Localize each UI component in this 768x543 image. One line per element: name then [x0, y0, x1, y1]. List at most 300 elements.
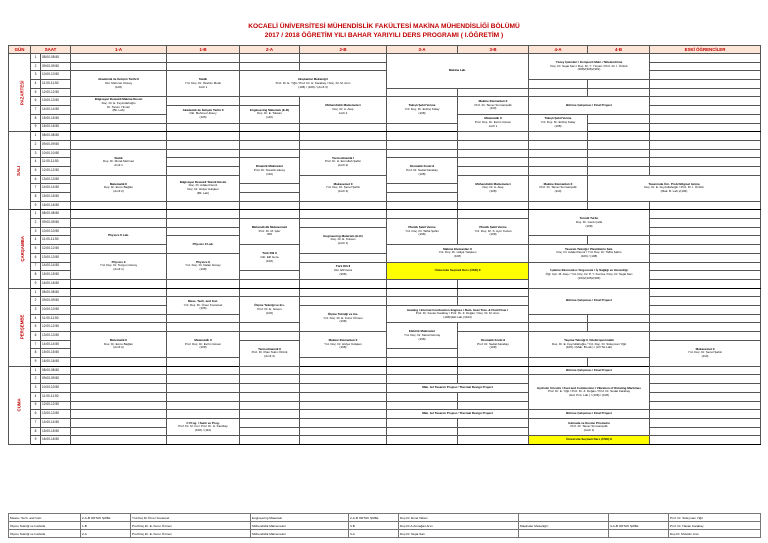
empty-cell [71, 323, 167, 332]
course-cell [167, 71, 240, 97]
empty-cell [650, 210, 761, 219]
time-slot: 15:00-15:50 [41, 271, 71, 280]
empty-cell [588, 166, 650, 175]
empty-cell [650, 366, 761, 375]
course-detail: Doç. Dr. Cenk Çelik [575, 220, 603, 225]
schedule-row [9, 201, 761, 210]
empty-cell [650, 132, 761, 141]
empty-cell [167, 401, 240, 410]
footer-cell: 3-A-B ORTAK ŞUBE [609, 522, 669, 530]
course-title: Türk Dili II [335, 264, 351, 269]
time-slot: 11:00-11:50 [41, 392, 71, 401]
empty-cell [300, 410, 387, 419]
course-title: Bitirme Çalışması / Final Project [566, 411, 612, 416]
course-title: Plastik Şekil Verme [408, 225, 436, 230]
time-slot: 11:00-11:50 [41, 158, 71, 167]
course-cell [458, 175, 529, 201]
course-detail: (Bil. Lab) [112, 108, 125, 113]
footer-cell: Mühendislik Malzemeleri [251, 522, 349, 530]
course-detail: Doç. Dr. E. Feyzullahoğlu / Prof. Dr. İ. Öztürk [644, 185, 704, 190]
empty-cell [300, 201, 387, 210]
empty-cell [387, 392, 458, 401]
time-slot: 15:00-15:50 [41, 427, 71, 436]
footer-cell: Ölçme Tekniği ve Isıtılarla [9, 522, 81, 530]
course-cell [529, 410, 650, 419]
course-title: Tasarım Tekniği / Plastiklerin Şek. [565, 246, 613, 251]
empty-cell [458, 210, 529, 219]
column-header: 1-A [71, 46, 167, 54]
schedule-row [9, 140, 761, 149]
column-header: 3-B [458, 46, 529, 54]
empty-cell [387, 210, 458, 219]
column-header: 2-A [240, 46, 300, 54]
course-title: Akademik ile İletişim Tarihi II [182, 107, 224, 112]
course-title: Engineering Materials (E-R) [323, 233, 363, 238]
empty-cell [529, 166, 588, 175]
empty-cell [167, 384, 240, 393]
schedule-row [9, 332, 761, 341]
empty-cell [529, 323, 588, 332]
empty-cell [71, 297, 167, 306]
empty-cell [240, 384, 300, 393]
time-slot: 10:00-10:50 [41, 149, 71, 158]
course-detail: Doç. Dr. Murat Mehmet [103, 159, 135, 164]
course-detail: Yrd. Doç. Dr. Talha Şahin [405, 228, 439, 233]
course-cell [240, 297, 300, 323]
empty-cell [529, 140, 588, 149]
footer-cell: Measu. Tech. and Instr. [9, 514, 81, 522]
empty-cell [650, 253, 761, 262]
course-title: C Prog. / Sunlı ve Prog. [186, 420, 220, 425]
time-slot: 12:00-12:50 [41, 401, 71, 410]
course-cell [300, 227, 387, 253]
course-cell [529, 262, 650, 288]
course-title: Makine Elemanları II [443, 246, 472, 251]
course-detail: Doç. Dr. A. Ateş [332, 107, 354, 112]
period-number: 3 [31, 149, 41, 158]
course-cell [167, 332, 240, 358]
empty-cell [300, 427, 387, 436]
period-number: 4 [31, 314, 41, 323]
empty-cell [71, 210, 167, 219]
period-number: 5 [31, 401, 41, 410]
empty-cell [240, 392, 300, 401]
course-detail: Yrd. Doç. Dr. Şenol Şahin [325, 185, 361, 190]
empty-cell [529, 149, 588, 158]
course-title: Matematik II [194, 337, 212, 342]
empty-cell [588, 358, 650, 367]
empty-cell [387, 366, 458, 375]
empty-cell [71, 123, 167, 132]
empty-cell [240, 97, 300, 106]
course-title: Physics II Lab. [108, 233, 129, 238]
time-slot: 11:00-11:50 [41, 236, 71, 245]
course-title: Akışkanlar Mekaniği I [297, 77, 329, 82]
period-number: 8 [31, 349, 41, 358]
period-number: 6 [31, 175, 41, 184]
footer-cell: Ölçme Tekniği ve Isıtılarla [9, 530, 81, 538]
footer-cell: Doç.Dr. Nejat Sarı [399, 530, 519, 538]
course-detail: (106) [199, 115, 207, 120]
time-slot: 14:00-14:50 [41, 262, 71, 271]
course-detail: (110) [266, 115, 273, 120]
empty-cell [650, 323, 761, 332]
period-number: 7 [31, 184, 41, 193]
empty-cell [650, 297, 761, 306]
empty-cell [71, 245, 167, 254]
course-title: Physics II [196, 259, 210, 264]
course-detail: Amfi 1 [488, 123, 498, 128]
column-header: 2-B [300, 46, 387, 54]
period-number: 4 [31, 80, 41, 89]
empty-cell [300, 62, 387, 71]
course-cell [529, 210, 650, 236]
empty-cell [588, 114, 650, 123]
course-detail: (106)/(Eki Lab.)/(103) [443, 314, 472, 319]
course-cell [300, 262, 387, 279]
empty-cell [650, 123, 761, 132]
empty-cell [458, 288, 529, 297]
empty-cell [300, 210, 387, 219]
period-number: 2 [31, 62, 41, 71]
time-slot: 12:00-12:50 [41, 245, 71, 254]
period-number: 7 [31, 262, 41, 271]
course-cell [300, 149, 387, 175]
schedule-row [9, 366, 761, 375]
empty-cell [71, 358, 167, 367]
course-detail: Okt. Elif Gora [334, 267, 353, 272]
course-title: Termodinamik II [258, 346, 281, 351]
course-detail: Prof. Dr. E. Yiğit / Prof. Dr. Z. Doğan / Prof. Dr. Sedat Karabay [547, 389, 631, 394]
course-detail: (308)/(306)/(301) [577, 67, 601, 72]
empty-cell [300, 366, 387, 375]
footer-cell: Prof.Doç.Dr. E. Kurur Özmen [131, 530, 251, 538]
course-detail: (108) [418, 171, 426, 176]
course-detail: Prof. Dr. İlhan Tekin Öztürk [251, 350, 288, 355]
empty-cell [167, 219, 240, 228]
course-detail: Amfi 1 [198, 84, 208, 89]
period-number: 9 [31, 279, 41, 288]
period-number: 8 [31, 193, 41, 202]
empty-cell [650, 158, 761, 167]
course-detail: Doç. Dr. E. Feyzullahoğlu [101, 100, 136, 105]
course-detail: (308) [339, 271, 347, 276]
empty-cell [650, 375, 761, 384]
empty-cell [71, 54, 167, 63]
course-title: Mukavemet II [333, 181, 353, 186]
empty-cell [387, 349, 458, 358]
time-slot: 08:00-08:50 [41, 132, 71, 141]
course-cell [529, 245, 650, 262]
period-number: 9 [31, 123, 41, 132]
empty-cell [300, 140, 387, 149]
course-detail: Doç. Dr. Nejat Sarı / Doç. Dr. Y. Yılmaz / Prof. Dr. İ. Öztürk [550, 63, 628, 68]
empty-cell [71, 427, 167, 436]
empty-cell [167, 288, 240, 297]
empty-cell [458, 375, 529, 384]
schedule-body [9, 54, 761, 445]
empty-cell [300, 54, 387, 63]
empty-cell [167, 158, 240, 167]
empty-cell [650, 140, 761, 149]
period-number: 9 [31, 358, 41, 367]
empty-cell [458, 358, 529, 367]
course-detail: Prof. Dr. Sedat Karabay [477, 341, 509, 346]
day-name: CUMA [16, 398, 22, 412]
period-number: 1 [31, 54, 41, 63]
empty-cell [458, 132, 529, 141]
course-detail: Yrd. Doç. Dr. Hülya Yetişken [324, 341, 362, 346]
course-detail: Öğr. Gör. M. Ateş / Yrd. Doç. Dr. P. Y. Kuzma / Doç. Dr. Nejat Sarı [545, 272, 633, 277]
period-number: 2 [31, 297, 41, 306]
empty-cell [240, 418, 300, 427]
empty-cell [650, 401, 761, 410]
empty-cell [71, 288, 167, 297]
empty-cell [167, 166, 240, 175]
empty-cell [240, 184, 300, 193]
empty-cell [300, 401, 387, 410]
time-slot: 15:00-15:50 [41, 349, 71, 358]
schedule-row [9, 358, 761, 367]
course-detail: (Amfi 2) [337, 162, 349, 167]
course-detail: Doç. Dr. Adalet Demir [188, 183, 218, 188]
course-title: Termodinamik I [332, 155, 354, 160]
empty-cell [650, 106, 761, 115]
course-detail: Yrd. Doç. Dr. İbrahim Mutlu [184, 81, 222, 86]
empty-cell [240, 279, 300, 288]
course-detail: (108) [418, 110, 426, 115]
course-title: Mak. Isıl Tasarım Projesi / Thermal Design Project [422, 385, 493, 390]
schedule-row [9, 210, 761, 219]
empty-cell [240, 332, 300, 341]
period-number: 2 [31, 140, 41, 149]
empty-cell [387, 279, 458, 288]
course-detail: (108) [418, 232, 426, 237]
course-title: Ölçme Tekniği ve Ins. [327, 311, 359, 316]
course-cell [71, 227, 167, 244]
course-detail: (Amfi 2) [113, 345, 124, 350]
course-title: Heating / Internal Combustion Engines / Num. Heat Tran. & Fluid Flow I [407, 307, 508, 312]
time-slot: 09:00-09:50 [41, 62, 71, 71]
period-number: 7 [31, 340, 41, 349]
course-detail: (110) [701, 354, 709, 359]
course-cell [529, 366, 650, 375]
course-cell [387, 384, 529, 393]
day-label [9, 288, 31, 366]
empty-cell [387, 418, 458, 427]
period-number: 5 [31, 166, 41, 175]
empty-cell [300, 132, 387, 141]
footer-body [9, 514, 761, 538]
course-detail: Yrd. Doç. Dr. S. Ayırı Kuzan [474, 228, 512, 233]
course-title: Otomatik Kontrol [480, 337, 506, 342]
course-title: İşletme Ekonomisi / Ergonomi / İş Sağlığı ve Güvenliği [550, 268, 628, 273]
course-title: Makina Lab. [448, 68, 467, 73]
course-detail: Yrd. Doç. Dr. Erdinç Kalay [404, 107, 440, 112]
course-detail: (108) / (110) [194, 427, 212, 432]
empty-cell [300, 288, 387, 297]
empty-cell [71, 219, 167, 228]
empty-cell [458, 279, 529, 288]
time-slot: 11:00-11:50 [41, 314, 71, 323]
empty-cell [650, 314, 761, 323]
course-cell [300, 97, 387, 123]
course-detail: Prof. Dr. E. Yiğit / Prof. Dr. H. Karabay / Doç. Dr. M. Arıcı [275, 81, 351, 86]
course-detail: Doç. Dr. Emre Bağlan [104, 341, 134, 346]
footer-cell [609, 514, 669, 522]
empty-cell [167, 323, 240, 332]
period-number: 3 [31, 227, 41, 236]
empty-cell [458, 158, 529, 167]
empty-cell [240, 410, 300, 419]
column-header: 1-B [167, 46, 240, 54]
course-cell [387, 245, 529, 262]
footer-cell: Yrd.Doç.Dr.Ömer Kocamaz [131, 514, 251, 522]
empty-cell [650, 271, 761, 280]
empty-cell [650, 62, 761, 71]
empty-cell [167, 97, 240, 106]
schedule-row [9, 418, 761, 427]
empty-cell [529, 88, 588, 97]
time-slot: 13:00-13:50 [41, 253, 71, 262]
course-cell [167, 418, 240, 435]
empty-cell [167, 279, 240, 288]
course-title: Dinamik Makineleri [255, 164, 284, 169]
course-detail: (Amfi 1) [337, 241, 349, 246]
time-slot: 14:00-14:50 [41, 106, 71, 115]
footer-row [9, 522, 761, 530]
empty-cell [167, 54, 240, 63]
course-title: Akademik ile İletişim Tarihi II [98, 77, 139, 82]
course-cell [458, 97, 529, 114]
course-title: Mühendislik Mukavemeti [251, 225, 288, 230]
empty-cell [167, 210, 240, 219]
course-detail: Okt. Mehmet Ulusoy [189, 111, 217, 116]
course-detail: (Mak. B. Lab.)/(106) [660, 189, 688, 193]
course-title: Mak. Isıl Tasarım Projesi / Thermal Design Project [422, 411, 493, 416]
period-number: 4 [31, 236, 41, 245]
course-title: Physics II [111, 259, 126, 264]
empty-cell [167, 392, 240, 401]
empty-cell [300, 297, 387, 306]
course-cell [240, 219, 300, 245]
empty-cell [71, 384, 167, 393]
time-slot: 09:00-09:50 [41, 140, 71, 149]
empty-cell [588, 123, 650, 132]
empty-cell [71, 375, 167, 384]
empty-cell [240, 288, 300, 297]
empty-cell [588, 149, 650, 158]
period-number: 2 [31, 375, 41, 384]
period-number: 9 [31, 436, 41, 445]
day-name: SALI [16, 165, 22, 176]
course-detail: Prof. Dr. Tamer Sınmazçelik [539, 185, 577, 190]
course-title: Bilgisayar Destekli Teknik Resim [179, 179, 227, 184]
day-label [9, 54, 31, 132]
empty-cell [387, 149, 458, 158]
empty-cell [650, 88, 761, 97]
day-name: PERŞEMBE [19, 314, 25, 340]
empty-cell [650, 427, 761, 436]
course-title: Termik Turbo [579, 216, 599, 221]
empty-cell [240, 123, 300, 132]
day-label [9, 210, 31, 288]
empty-cell [588, 140, 650, 149]
course-title: Bilgisayar Destekli Makina Resmi [94, 97, 143, 102]
course-detail: (Amfi 1) [583, 427, 595, 432]
course-cell [167, 106, 240, 123]
course-title: Üniversite Seçmeli Ders (ÜSD) II [434, 267, 481, 272]
time-slot: 12:00-12:50 [41, 88, 71, 97]
empty-cell [71, 366, 167, 375]
empty-cell [167, 62, 240, 71]
course-detail: (106) [266, 258, 274, 263]
course-cell [387, 305, 529, 322]
course-cell [300, 332, 387, 358]
period-number: 4 [31, 392, 41, 401]
empty-cell [387, 123, 458, 132]
course-detail: (Amfi 2) [113, 189, 124, 193]
time-slot: 10:00-10:50 [41, 384, 71, 393]
empty-cell [458, 401, 529, 410]
course-detail: Prof. Dr. Kenan Karabay / Prof. Dr. Z. Doğan / Doç. Dr. M. Arıcı [415, 311, 500, 316]
period-number: 8 [31, 114, 41, 123]
empty-cell [650, 392, 761, 401]
course-detail: Prof. Doç. Dr. Evrim Güven [474, 120, 512, 125]
column-header: 4-A [529, 46, 588, 54]
empty-cell [167, 132, 240, 141]
course-detail: Prof. Dr. Tamer Sınmazçelik [570, 424, 608, 429]
course-cell [240, 340, 300, 366]
empty-cell [240, 401, 300, 410]
day-label [9, 366, 31, 444]
empty-cell [458, 149, 529, 158]
course-title: Statik [198, 77, 208, 82]
course-title: Mühendislik Malzemeleri [325, 103, 361, 108]
empty-cell [240, 375, 300, 384]
empty-cell [387, 375, 458, 384]
empty-cell [458, 201, 529, 210]
time-slot: 15:00-15:50 [41, 114, 71, 123]
empty-cell [240, 323, 300, 332]
course-detail: Prof. Dr. M. Irol / Prof. Dr. H. Karabay [178, 424, 228, 429]
course-detail: Doç. Dr. E. Feyzullahoğlu / Yrd. Doç. Dr. Süleyman Yiğit [551, 341, 627, 346]
empty-cell [240, 193, 300, 202]
course-title: Bitirme Çalışması / Final Project [566, 298, 612, 303]
course-cell [529, 418, 650, 435]
empty-cell [300, 123, 387, 132]
course-detail: Prof. Dr. Nurettin Aksoy [253, 167, 286, 172]
empty-cell [240, 210, 300, 219]
period-number: 5 [31, 88, 41, 97]
course-cell [529, 175, 588, 201]
course-cell [167, 175, 240, 201]
footer-cell: 3-A [349, 530, 399, 538]
empty-cell [167, 366, 240, 375]
course-detail: (108) [554, 123, 562, 128]
empty-cell [588, 158, 650, 167]
time-slot: 10:00-10:50 [41, 305, 71, 314]
time-slot: 08:00-08:50 [41, 288, 71, 297]
course-detail: (Amfi 1) [113, 267, 124, 272]
footer-cell [609, 530, 669, 538]
empty-cell [300, 358, 387, 367]
empty-cell [650, 236, 761, 245]
empty-cell [650, 97, 761, 106]
schedule-row [9, 123, 761, 132]
time-slot: 10:00-10:50 [41, 227, 71, 236]
time-slot: 09:00-09:50 [41, 297, 71, 306]
